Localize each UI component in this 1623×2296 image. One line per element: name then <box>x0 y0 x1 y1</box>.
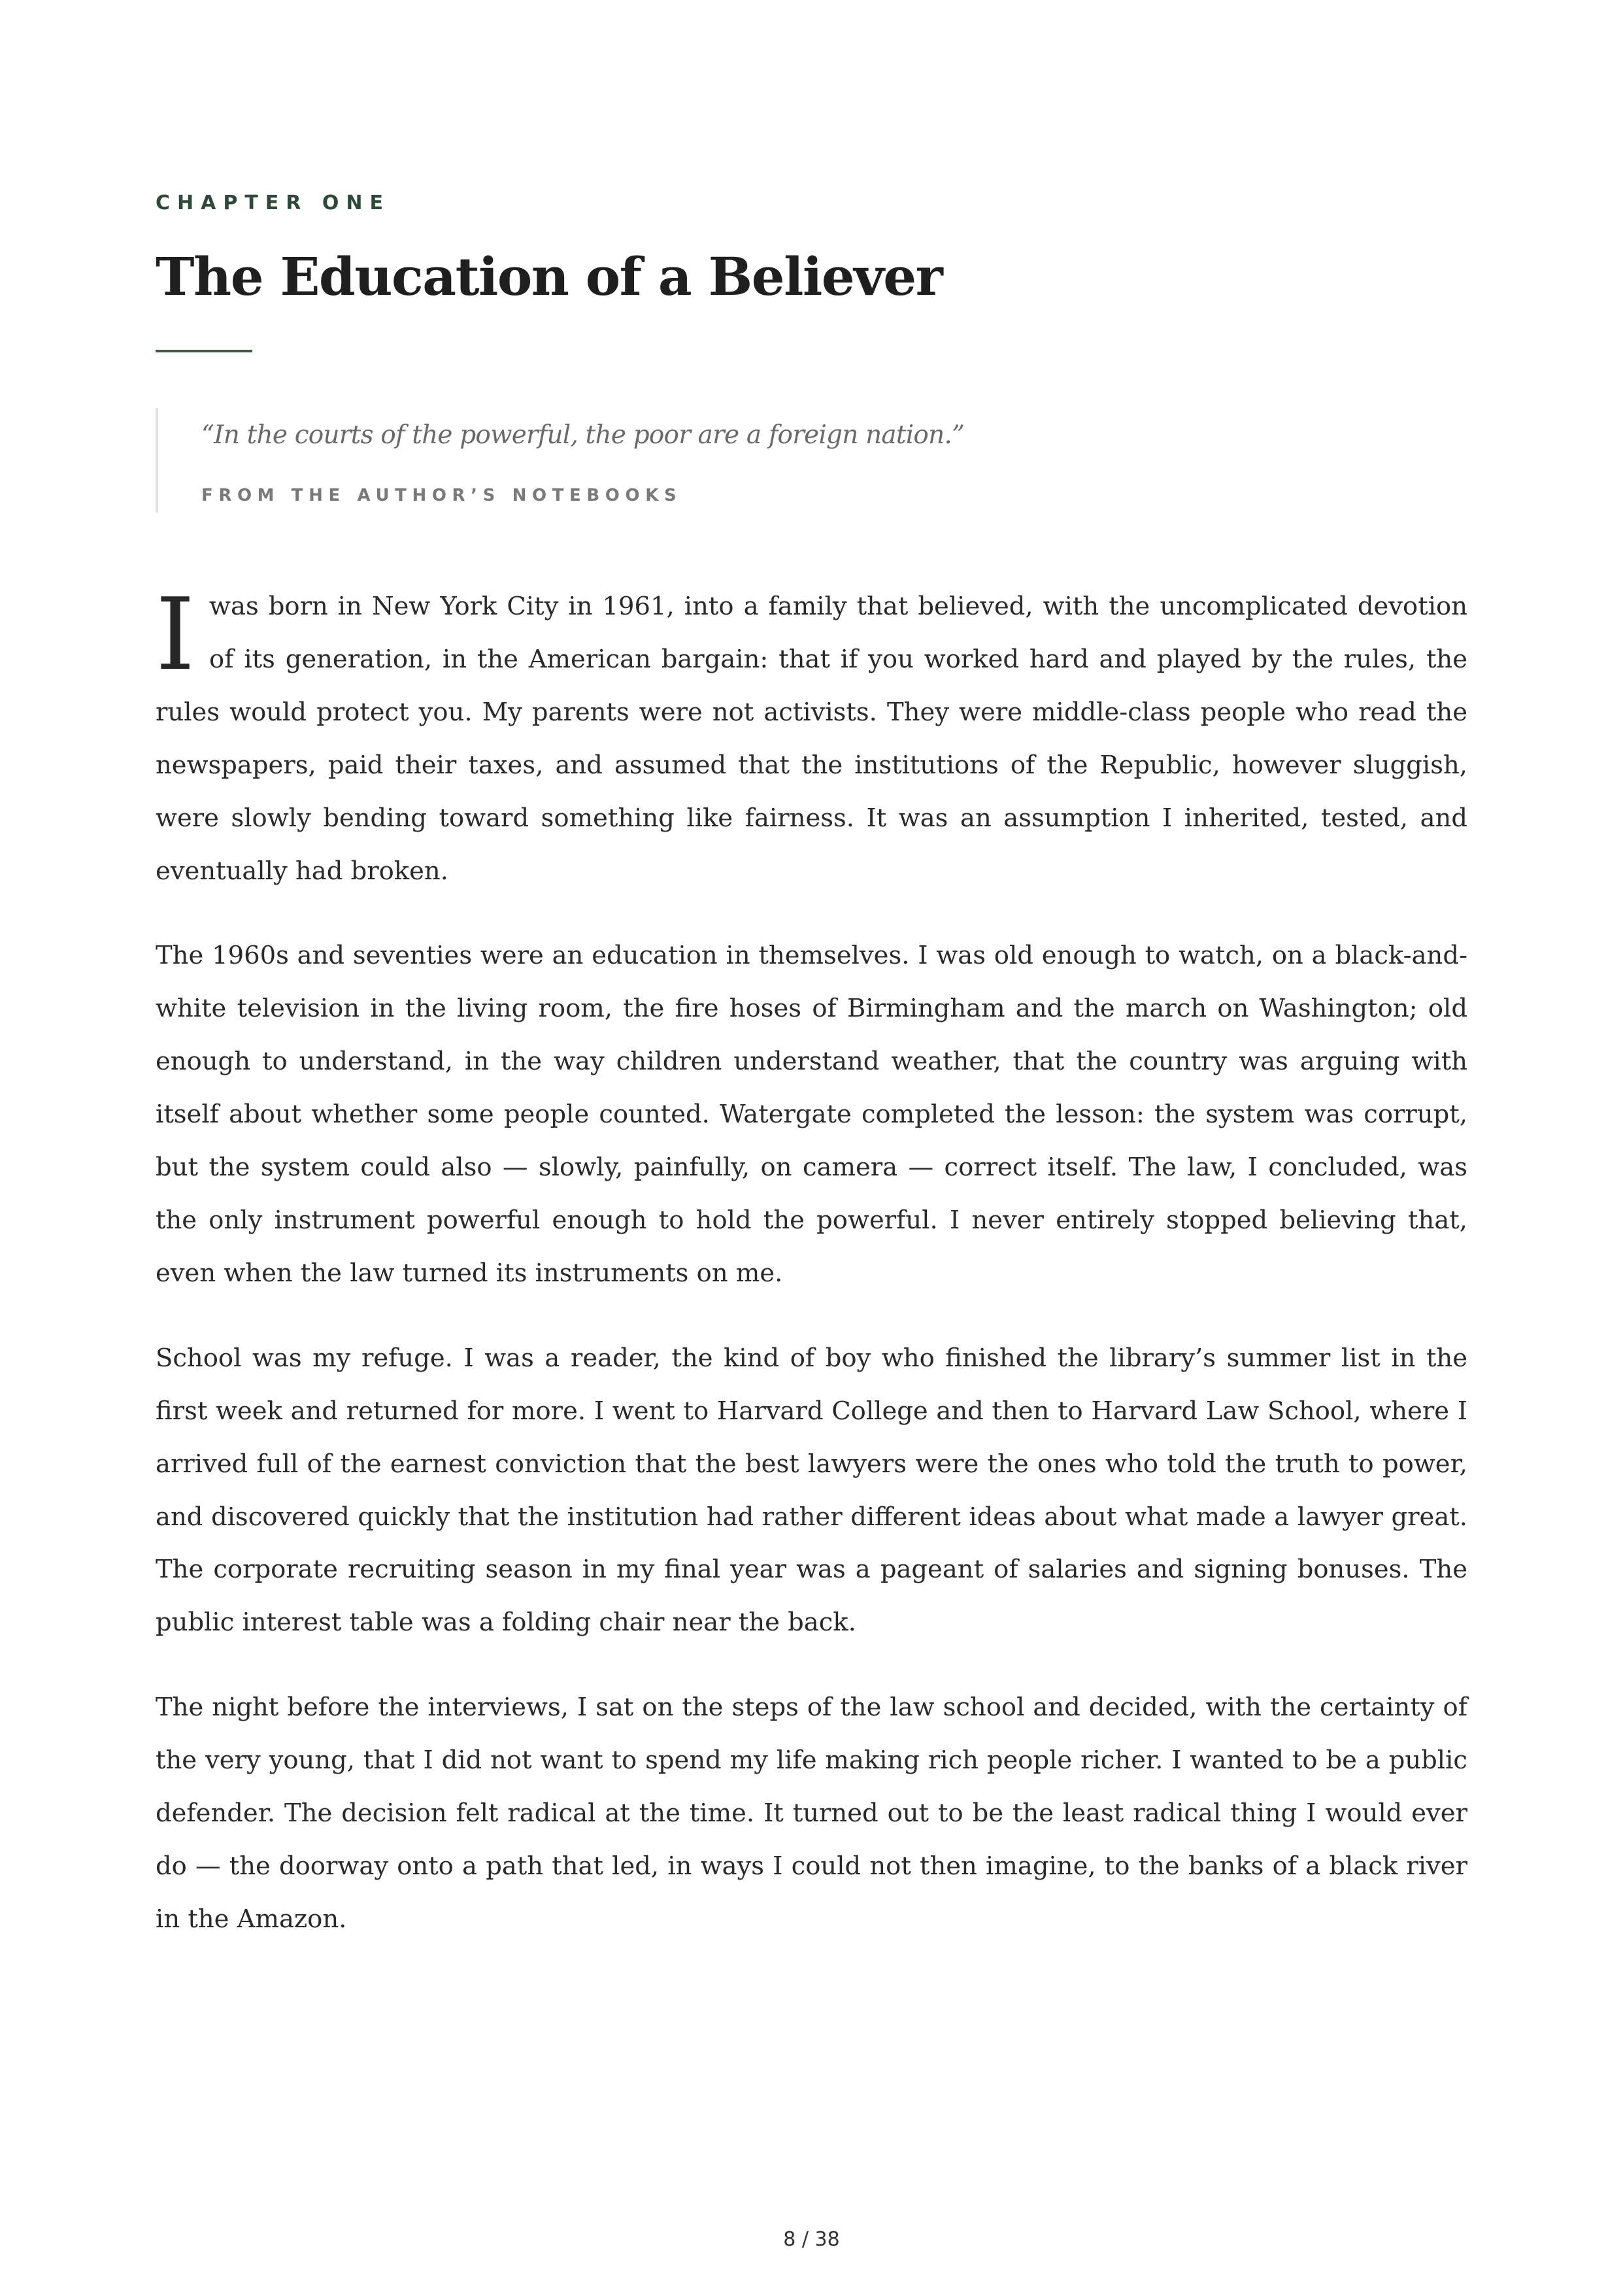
page-number: 8 / 38 <box>783 2228 840 2251</box>
paragraph-text: was born in New York City in 1961, into a family that believed, with the uncomplicated devotion of its generation, in the American bargain: that if you worked hard and played by the rules, the rules would protect you. My parents were not activists. They were middle-class people who read the newspapers, paid their taxes, and assumed that the institutions of the Republic, however sluggish, were slowly bending toward something like fairness. It was an assumption I inherited, tested, and eventually had broken. <box>156 592 1467 886</box>
epigraph-quote: “In the courts of the powerful, the poor are a foreign nation.” <box>201 420 965 450</box>
epigraph <box>156 408 1073 513</box>
body-paragraph-2: The 1960s and seventies were an education in themselves. I was old enough to watch, on a black-and-white television in the living room, the fire hoses of Birmingham and the march on Washington; old enough to understand, in the way children understand weather, that the country was arguing with itself about whether some people counted. Watergate completed the lesson: the system was corrupt, but the system could also — slowly, painfully, on camera — correct itself. The law, I concluded, was the only instrument powerful enough to hold the powerful. I never entirely stopped believing that, even when the law turned its instruments on me. <box>156 941 1467 1288</box>
chapter-title: The Education of a Believer <box>156 246 943 307</box>
chapter-body <box>156 577 1467 1978</box>
epigraph-source: FROM THE AUTHOR’S NOTEBOOKS <box>201 486 682 505</box>
body-paragraph-3: School was my refuge. I was a reader, the kind of boy who finished the library’s summer list in the first week and returned for more. I went to Harvard College and then to Harvard Law School, where I arrived full of the earnest conviction that the best lawyers were the ones who told the truth to power, and discovered quickly that the institution had rather different ideas about what made a lawyer great. The corporate recruiting season in my final year was a pageant of salaries and signing bonuses. The public interest table was a folding chair near the back. <box>156 1343 1467 1638</box>
body-paragraph-1 <box>156 577 1467 898</box>
chapter-label: CHAPTER ONE <box>156 192 390 214</box>
body-paragraph-4: The night before the interviews, I sat on the steps of the law school and decided, with the certainty of the very young, that I did not want to spend my life making rich people richer. I wanted to be a public defender. The decision felt radical at the time. It turned out to be the least radical thing I would ever do — the doorway onto a path that led, in ways I could not then imagine, to the banks of a black river in the Amazon. <box>156 1693 1467 1934</box>
drop-cap: I <box>156 577 195 692</box>
title-divider <box>156 350 252 352</box>
